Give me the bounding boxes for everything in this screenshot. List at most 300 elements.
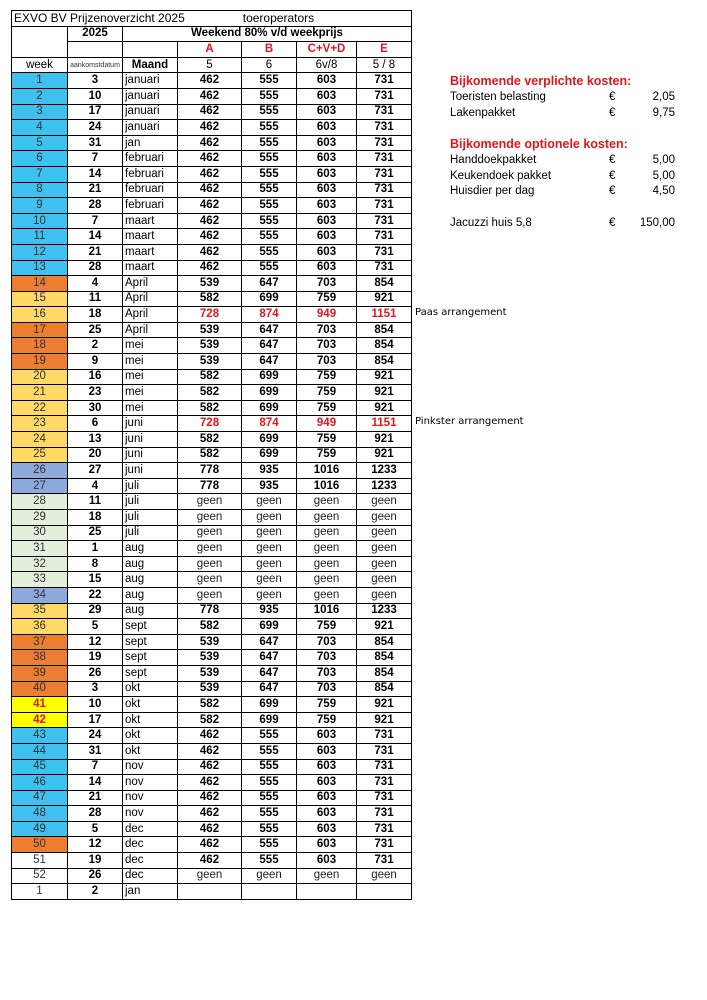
arrival-date: 23 bbox=[68, 385, 123, 401]
arrival-date: 14 bbox=[68, 229, 123, 245]
table-row bbox=[12, 276, 412, 292]
arrival-date: 1 bbox=[68, 541, 123, 557]
price-e: 731 bbox=[357, 790, 412, 806]
price-a: geen bbox=[178, 556, 242, 572]
price-c: 603 bbox=[297, 790, 357, 806]
arrival-date: 3 bbox=[68, 681, 123, 697]
week-number: 4 bbox=[12, 120, 68, 136]
arrival-date: 21 bbox=[68, 244, 123, 260]
price-e: geen bbox=[357, 525, 412, 541]
month-name: okt bbox=[123, 728, 178, 744]
month-name: okt bbox=[123, 681, 178, 697]
title-text: EXVO BV Prijzenoverzicht 2025 bbox=[14, 10, 185, 25]
table-row bbox=[12, 400, 412, 416]
month-name: dec bbox=[123, 821, 178, 837]
table-row bbox=[12, 697, 412, 713]
price-c: 603 bbox=[297, 88, 357, 104]
arrival-date: 31 bbox=[68, 135, 123, 151]
price-e: geen bbox=[357, 572, 412, 588]
price-b: 555 bbox=[242, 728, 297, 744]
price-c: 603 bbox=[297, 104, 357, 120]
week-number: 48 bbox=[12, 806, 68, 822]
price-b: 555 bbox=[242, 104, 297, 120]
optional-costs-title: Bijkomende optionele kosten: bbox=[450, 137, 628, 151]
arrival-date: 18 bbox=[68, 307, 123, 323]
week-number: 31 bbox=[12, 541, 68, 557]
cost-amount: 5,00 bbox=[652, 169, 675, 182]
table-row bbox=[12, 478, 412, 494]
month-name: mei bbox=[123, 338, 178, 354]
cost-amount: 150,00 bbox=[639, 216, 675, 229]
title-row bbox=[12, 11, 412, 27]
price-a: 462 bbox=[178, 104, 242, 120]
price-e: geen bbox=[357, 510, 412, 526]
arrival-date: 29 bbox=[68, 603, 123, 619]
month-name: maart bbox=[123, 244, 178, 260]
price-c: 759 bbox=[297, 400, 357, 416]
arrival-date: 28 bbox=[68, 198, 123, 214]
price-b: 699 bbox=[242, 619, 297, 635]
price-a: 582 bbox=[178, 697, 242, 713]
price-c: 703 bbox=[297, 354, 357, 370]
mandatory-costs-list bbox=[450, 90, 675, 121]
price-e: 731 bbox=[357, 120, 412, 136]
month-name: dec bbox=[123, 837, 178, 853]
table-row bbox=[12, 790, 412, 806]
price-a: 462 bbox=[178, 821, 242, 837]
week-number: 34 bbox=[12, 587, 68, 603]
week-number: 47 bbox=[12, 790, 68, 806]
price-a: 462 bbox=[178, 853, 242, 869]
price-a: 462 bbox=[178, 790, 242, 806]
arrival-date: 2 bbox=[68, 338, 123, 354]
price-b: 699 bbox=[242, 447, 297, 463]
cost-amount: 5,00 bbox=[652, 154, 675, 166]
price-e: 1233 bbox=[357, 463, 412, 479]
price-b: geen bbox=[242, 541, 297, 557]
price-a: 462 bbox=[178, 135, 242, 151]
price-b: 647 bbox=[242, 322, 297, 338]
price-a: 462 bbox=[178, 759, 242, 775]
price-b: 555 bbox=[242, 166, 297, 182]
price-e: 921 bbox=[357, 400, 412, 416]
price-b: 555 bbox=[242, 198, 297, 214]
month-name: juni bbox=[123, 432, 178, 448]
week-number: 38 bbox=[12, 650, 68, 666]
week-number: 24 bbox=[12, 432, 68, 448]
price-b: 699 bbox=[242, 369, 297, 385]
arrival-date: 14 bbox=[68, 775, 123, 791]
week-number: 26 bbox=[12, 463, 68, 479]
table-row bbox=[12, 213, 412, 229]
capacity-b: 6 bbox=[242, 57, 297, 73]
table-row bbox=[12, 853, 412, 869]
arrival-date: 4 bbox=[68, 478, 123, 494]
month-name: April bbox=[123, 322, 178, 338]
week-number: 46 bbox=[12, 775, 68, 791]
table-row bbox=[12, 775, 412, 791]
table-row bbox=[12, 151, 412, 167]
price-e: geen bbox=[357, 587, 412, 603]
price-b: 699 bbox=[242, 291, 297, 307]
price-b: geen bbox=[242, 587, 297, 603]
price-e: 921 bbox=[357, 697, 412, 713]
arrival-date: 18 bbox=[68, 510, 123, 526]
price-b: 935 bbox=[242, 478, 297, 494]
mandatory-costs-title: Bijkomende verplichte kosten: bbox=[450, 74, 632, 88]
arrival-date: 21 bbox=[68, 790, 123, 806]
month-name: sept bbox=[123, 619, 178, 635]
price-c: 603 bbox=[297, 229, 357, 245]
week-number: 14 bbox=[12, 276, 68, 292]
month-name: juli bbox=[123, 478, 178, 494]
price-c: geen bbox=[297, 868, 357, 884]
table-row bbox=[12, 587, 412, 603]
group-header: Weekend 80% v/d weekprijs bbox=[123, 26, 412, 42]
price-e: 921 bbox=[357, 447, 412, 463]
price-a: 462 bbox=[178, 151, 242, 167]
price-b: 699 bbox=[242, 400, 297, 416]
week-number: 32 bbox=[12, 556, 68, 572]
price-a: 462 bbox=[178, 244, 242, 260]
table-row bbox=[12, 541, 412, 557]
month-name: okt bbox=[123, 697, 178, 713]
currency-symbol: € bbox=[609, 216, 616, 229]
price-b: 647 bbox=[242, 338, 297, 354]
price-c: 949 bbox=[297, 416, 357, 432]
price-c: 603 bbox=[297, 182, 357, 198]
month-name: februari bbox=[123, 198, 178, 214]
table-row bbox=[12, 884, 412, 900]
table-row bbox=[12, 759, 412, 775]
table-row bbox=[12, 307, 412, 323]
table-row bbox=[12, 135, 412, 151]
price-c: 703 bbox=[297, 681, 357, 697]
table-row bbox=[12, 198, 412, 214]
cost-line bbox=[450, 184, 675, 200]
type-cvd-header: C+V+D bbox=[297, 42, 357, 58]
currency-symbol: € bbox=[609, 91, 616, 103]
price-a: 778 bbox=[178, 603, 242, 619]
price-b: 555 bbox=[242, 213, 297, 229]
price-b: geen bbox=[242, 494, 297, 510]
arrival-date: 2 bbox=[68, 884, 123, 900]
price-c: 1016 bbox=[297, 478, 357, 494]
price-e: 921 bbox=[357, 369, 412, 385]
month-name: maart bbox=[123, 213, 178, 229]
price-c: 603 bbox=[297, 244, 357, 260]
price-c: 603 bbox=[297, 135, 357, 151]
month-name: maart bbox=[123, 229, 178, 245]
price-a: 462 bbox=[178, 88, 242, 104]
price-e: 731 bbox=[357, 759, 412, 775]
price-b: geen bbox=[242, 572, 297, 588]
price-e: 731 bbox=[357, 743, 412, 759]
week-number: 12 bbox=[12, 244, 68, 260]
table-row bbox=[12, 182, 412, 198]
price-e: 854 bbox=[357, 322, 412, 338]
table-row bbox=[12, 120, 412, 136]
price-c: geen bbox=[297, 572, 357, 588]
week-number: 21 bbox=[12, 385, 68, 401]
week-number: 45 bbox=[12, 759, 68, 775]
cost-amount: 4,50 bbox=[652, 185, 675, 197]
month-name: januari bbox=[123, 73, 178, 89]
table-row bbox=[12, 681, 412, 697]
price-e: 731 bbox=[357, 837, 412, 853]
week-number: 15 bbox=[12, 291, 68, 307]
week-number: 1 bbox=[12, 73, 68, 89]
capacity-e: 5 / 8 bbox=[357, 57, 412, 73]
price-a bbox=[178, 884, 242, 900]
month-name: jan bbox=[123, 135, 178, 151]
price-a: 582 bbox=[178, 400, 242, 416]
currency-symbol: € bbox=[609, 106, 616, 119]
price-a: 462 bbox=[178, 73, 242, 89]
arrival-date: 26 bbox=[68, 665, 123, 681]
price-b: 699 bbox=[242, 697, 297, 713]
month-name: aug bbox=[123, 603, 178, 619]
price-a: geen bbox=[178, 572, 242, 588]
arrival-date: 14 bbox=[68, 166, 123, 182]
price-b: 555 bbox=[242, 260, 297, 276]
arrival-date: 25 bbox=[68, 525, 123, 541]
arrival-date: 7 bbox=[68, 151, 123, 167]
date-header: aankomstdatum bbox=[68, 57, 123, 73]
cost-label: Lakenpakket bbox=[450, 106, 516, 119]
price-e: 854 bbox=[357, 354, 412, 370]
price-c: geen bbox=[297, 587, 357, 603]
week-number: 20 bbox=[12, 369, 68, 385]
week-number: 37 bbox=[12, 634, 68, 650]
month-name: mei bbox=[123, 385, 178, 401]
month-name: dec bbox=[123, 868, 178, 884]
price-b bbox=[242, 884, 297, 900]
price-e: 921 bbox=[357, 291, 412, 307]
week-number: 35 bbox=[12, 603, 68, 619]
arrival-date: 25 bbox=[68, 322, 123, 338]
arrival-date: 12 bbox=[68, 634, 123, 650]
sheet-title bbox=[12, 11, 412, 27]
cost-line bbox=[450, 216, 675, 232]
price-e: 731 bbox=[357, 166, 412, 182]
arrival-date: 4 bbox=[68, 276, 123, 292]
price-a: 539 bbox=[178, 665, 242, 681]
price-b: 555 bbox=[242, 229, 297, 245]
price-b: 555 bbox=[242, 88, 297, 104]
week-number: 40 bbox=[12, 681, 68, 697]
price-c: 603 bbox=[297, 775, 357, 791]
price-a: geen bbox=[178, 494, 242, 510]
year-header: 2025 bbox=[68, 26, 123, 42]
price-c: 1016 bbox=[297, 463, 357, 479]
price-e: 854 bbox=[357, 338, 412, 354]
week-number: 36 bbox=[12, 619, 68, 635]
price-b: 555 bbox=[242, 775, 297, 791]
price-b: 699 bbox=[242, 432, 297, 448]
week-number: 50 bbox=[12, 837, 68, 853]
table-row bbox=[12, 291, 412, 307]
price-c: 603 bbox=[297, 213, 357, 229]
price-e: 731 bbox=[357, 213, 412, 229]
cost-amount: 2,05 bbox=[652, 91, 675, 103]
arrival-date: 10 bbox=[68, 88, 123, 104]
price-a: 582 bbox=[178, 369, 242, 385]
price-e: 1233 bbox=[357, 478, 412, 494]
price-c: geen bbox=[297, 510, 357, 526]
price-e: geen bbox=[357, 541, 412, 557]
week-number: 17 bbox=[12, 322, 68, 338]
price-c: 759 bbox=[297, 369, 357, 385]
price-b: 555 bbox=[242, 135, 297, 151]
price-c: 603 bbox=[297, 728, 357, 744]
table-row bbox=[12, 432, 412, 448]
price-b: 555 bbox=[242, 837, 297, 853]
price-c: 703 bbox=[297, 276, 357, 292]
price-c: 603 bbox=[297, 837, 357, 853]
month-name: aug bbox=[123, 587, 178, 603]
arrival-date: 26 bbox=[68, 868, 123, 884]
optional-costs-list bbox=[450, 153, 675, 200]
month-name: mei bbox=[123, 354, 178, 370]
currency-symbol: € bbox=[609, 169, 616, 182]
price-a: 582 bbox=[178, 385, 242, 401]
month-name: jan bbox=[123, 884, 178, 900]
month-name: nov bbox=[123, 790, 178, 806]
arrival-date: 20 bbox=[68, 447, 123, 463]
price-c: 703 bbox=[297, 665, 357, 681]
week-number: 41 bbox=[12, 697, 68, 713]
price-b: geen bbox=[242, 525, 297, 541]
price-c: 759 bbox=[297, 385, 357, 401]
price-a: 462 bbox=[178, 837, 242, 853]
month-name: februari bbox=[123, 166, 178, 182]
header-empty bbox=[12, 26, 68, 57]
arrival-date: 17 bbox=[68, 712, 123, 728]
price-a: 462 bbox=[178, 182, 242, 198]
price-a: 582 bbox=[178, 291, 242, 307]
week-number: 51 bbox=[12, 853, 68, 869]
table-row bbox=[12, 463, 412, 479]
price-a: 582 bbox=[178, 447, 242, 463]
table-row bbox=[12, 603, 412, 619]
price-c: 759 bbox=[297, 697, 357, 713]
price-a: 539 bbox=[178, 322, 242, 338]
price-b: 555 bbox=[242, 182, 297, 198]
week-number: 11 bbox=[12, 229, 68, 245]
price-e: 921 bbox=[357, 432, 412, 448]
price-a: geen bbox=[178, 541, 242, 557]
arrangement-note: Pinkster arrangement bbox=[415, 416, 524, 428]
table-row bbox=[12, 619, 412, 635]
price-b: 647 bbox=[242, 681, 297, 697]
price-c: 759 bbox=[297, 447, 357, 463]
week-number: 29 bbox=[12, 510, 68, 526]
price-a: 728 bbox=[178, 307, 242, 323]
price-a: 462 bbox=[178, 743, 242, 759]
week-number: 5 bbox=[12, 135, 68, 151]
price-e: 1151 bbox=[357, 307, 412, 323]
week-number: 13 bbox=[12, 260, 68, 276]
week-number: 33 bbox=[12, 572, 68, 588]
week-header: week bbox=[12, 57, 68, 73]
week-number: 9 bbox=[12, 198, 68, 214]
arrival-date: 11 bbox=[68, 494, 123, 510]
price-c: 759 bbox=[297, 432, 357, 448]
currency-symbol: € bbox=[609, 154, 616, 166]
arrival-date: 28 bbox=[68, 806, 123, 822]
price-a: 539 bbox=[178, 276, 242, 292]
month-name: januari bbox=[123, 88, 178, 104]
month-name: mei bbox=[123, 400, 178, 416]
price-c: 603 bbox=[297, 73, 357, 89]
week-number: 19 bbox=[12, 354, 68, 370]
price-c: 759 bbox=[297, 291, 357, 307]
month-name: aug bbox=[123, 541, 178, 557]
price-e: 731 bbox=[357, 853, 412, 869]
cost-line bbox=[450, 90, 675, 106]
table-row bbox=[12, 572, 412, 588]
month-header: Maand bbox=[123, 57, 178, 73]
cost-label: Handdoekpakket bbox=[450, 154, 537, 166]
capacity-a: 5 bbox=[178, 57, 242, 73]
week-number: 7 bbox=[12, 166, 68, 182]
price-e: 854 bbox=[357, 665, 412, 681]
price-c: 703 bbox=[297, 338, 357, 354]
arrival-date: 19 bbox=[68, 650, 123, 666]
price-e: 731 bbox=[357, 775, 412, 791]
price-b: 555 bbox=[242, 244, 297, 260]
price-c: 603 bbox=[297, 806, 357, 822]
table-row bbox=[12, 821, 412, 837]
week-number: 3 bbox=[12, 104, 68, 120]
price-b: geen bbox=[242, 556, 297, 572]
price-b: 555 bbox=[242, 120, 297, 136]
price-a: 582 bbox=[178, 619, 242, 635]
arrival-date: 6 bbox=[68, 416, 123, 432]
price-a: 462 bbox=[178, 213, 242, 229]
table-row bbox=[12, 73, 412, 89]
month-name: januari bbox=[123, 104, 178, 120]
price-e: 731 bbox=[357, 260, 412, 276]
price-a: 462 bbox=[178, 260, 242, 276]
arrival-date: 10 bbox=[68, 697, 123, 713]
week-number: 2 bbox=[12, 88, 68, 104]
price-e: 731 bbox=[357, 806, 412, 822]
arrival-date: 7 bbox=[68, 759, 123, 775]
table-row bbox=[12, 322, 412, 338]
arrival-date: 9 bbox=[68, 354, 123, 370]
price-b: geen bbox=[242, 510, 297, 526]
price-b: 935 bbox=[242, 463, 297, 479]
price-b: 555 bbox=[242, 853, 297, 869]
table-row bbox=[12, 369, 412, 385]
month-name: februari bbox=[123, 151, 178, 167]
price-a: 462 bbox=[178, 166, 242, 182]
week-number: 18 bbox=[12, 338, 68, 354]
week-number: 6 bbox=[12, 151, 68, 167]
price-c: 603 bbox=[297, 821, 357, 837]
week-number: 30 bbox=[12, 525, 68, 541]
arrival-date: 22 bbox=[68, 587, 123, 603]
price-a: 539 bbox=[178, 354, 242, 370]
table-row bbox=[12, 494, 412, 510]
price-c: 603 bbox=[297, 743, 357, 759]
month-name: maart bbox=[123, 260, 178, 276]
price-a: 539 bbox=[178, 681, 242, 697]
table-row bbox=[12, 447, 412, 463]
cost-label: Jacuzzi huis 5,8 bbox=[450, 216, 532, 229]
